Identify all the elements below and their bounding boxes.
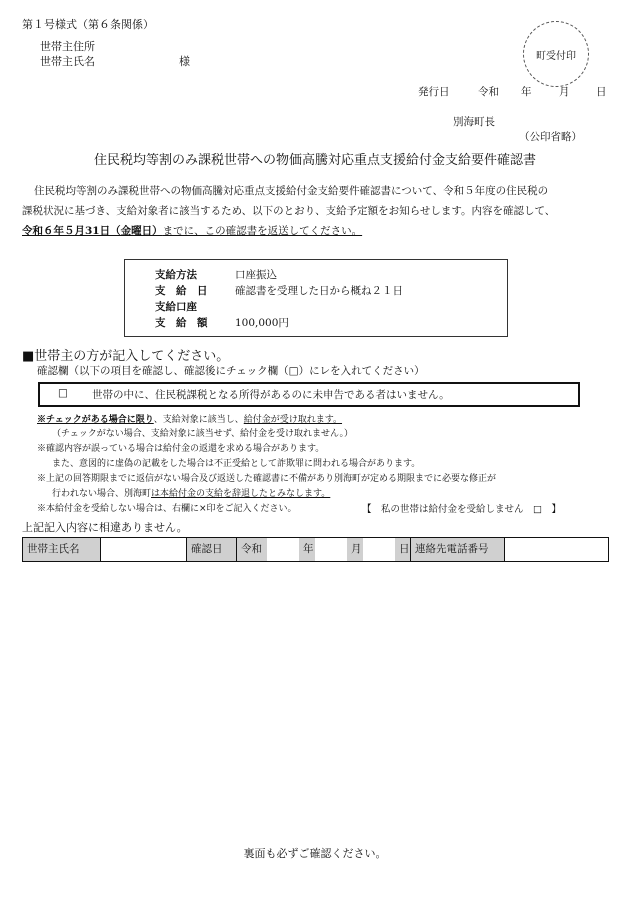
note-3: ※確認内容が誤っている場合は給付金の返還を求める場合があります。 — [37, 444, 325, 454]
payment-amount-label: 支 給 額 — [155, 317, 208, 329]
sign-date-era: 令和 — [237, 538, 267, 561]
issue-month: 月 — [559, 86, 570, 98]
issuer: 別海町長 — [453, 116, 495, 128]
intro-line-1: 住民税均等割のみ課税世帯への物価高騰対応重点支援給付金支給要件確認書について、令和５年度の住民税の — [34, 185, 549, 197]
seal-note: （公印省略） — [519, 131, 582, 143]
issue-era: 令和 — [478, 86, 499, 98]
payment-account-label: 支給口座 — [155, 301, 197, 313]
note-5: ※上記の回答期限までに返信がない場合及び返送した確認書に不備があり別海町が定める期限までに必要な修正が — [37, 474, 497, 484]
sign-name-label: 世帯主氏名 — [23, 538, 101, 561]
note-6-underline: は本給付金の支給を辞退したとみなします。 — [151, 489, 331, 499]
payment-account-row — [155, 299, 235, 314]
issue-date-label: 発行日 — [418, 86, 450, 98]
sign-phone-label: 連絡先電話番号 — [411, 538, 505, 561]
payment-method-label: 支給方法 — [155, 269, 197, 281]
document-title: 住民税均等割のみ課税世帯への物価高騰対応重点支援給付金支給要件確認書 — [93, 153, 536, 168]
sign-date-year-unit: 年 — [299, 538, 315, 561]
stamp-label: 町受付印 — [536, 50, 576, 62]
payment-method-value: 口座振込 — [235, 269, 277, 281]
sign-date-day-field[interactable] — [363, 538, 395, 561]
sign-name-field[interactable] — [101, 538, 187, 561]
sign-date-month-field[interactable] — [315, 538, 347, 561]
note-1 — [37, 412, 342, 425]
payment-date-row — [155, 283, 403, 298]
payment-date-label: 支 給 日 — [155, 285, 208, 297]
confirm-statement: 上記記入内容に相違ありません。 — [22, 521, 188, 534]
note-7: ※本給付金を受給しない場合は、右欄に×印をご記入ください。 — [37, 504, 297, 514]
sign-date-day-unit: 日 — [395, 538, 411, 561]
signature-table — [22, 537, 609, 562]
sign-date-month-unit: 月 — [347, 538, 363, 561]
footer-note: 裏面も必ずご確認ください。 — [243, 847, 387, 860]
confirm-note: 確認欄（以下の項目を確認し、確認後にチェック欄（□）にレを入れてください） — [37, 365, 425, 377]
issue-day: 日 — [596, 86, 607, 98]
sign-date-label: 確認日 — [187, 538, 237, 561]
deadline-date: 令和６年５月31日（金曜日） — [22, 225, 163, 237]
note-2: （チェックがない場合、支給対象に該当せず、給付金を受け取れません。） — [52, 429, 354, 439]
payment-info-box — [124, 259, 508, 337]
sign-phone-field[interactable] — [505, 538, 604, 561]
honorific: 様 — [179, 55, 190, 68]
confirmation-statement: 世帯の中に、住民税課税となる所得があるのに未申告である者はいません。 — [92, 389, 450, 401]
intro-deadline — [22, 221, 612, 241]
note-4: また、意図的に虚偽の記載をした場合は不正受給として詐欺罪に問われる場合があります。 — [52, 459, 421, 469]
payment-amount-row — [155, 315, 289, 330]
form-number: 第１号様式（第６条関係） — [22, 18, 154, 31]
decline-checkbox-field[interactable]: 【 私の世帯は給付金を受給しません □ 】 — [362, 504, 561, 515]
reception-stamp — [523, 21, 589, 87]
payment-date-value: 確認書を受理した日から概ね２１日 — [235, 285, 403, 297]
address-label: 世帯主住所 — [40, 40, 95, 53]
payment-method-row — [155, 267, 277, 282]
note-1-mid: 、支給対象に該当し、 — [153, 415, 244, 425]
note-1-end: 給付金が受け取れます。 — [243, 415, 343, 425]
issue-year: 年 — [521, 86, 532, 98]
sign-date-year-field[interactable] — [267, 538, 299, 561]
note-1-bold: ※チェックがある場合に限り — [37, 415, 154, 425]
name-label: 世帯主氏名 — [40, 55, 95, 68]
section-title: ■世帯主の方が記入してください。 — [22, 349, 230, 364]
note-6 — [52, 486, 330, 499]
confirmation-checkbox[interactable]: □ — [58, 387, 68, 399]
deadline-text: までに、この確認書を返送してください。 — [162, 225, 363, 237]
payment-amount-value: 100,000円 — [235, 317, 289, 329]
confirmation-check-box — [38, 382, 580, 407]
intro-line-2: 課税状況に基づき、支給対象者に該当するため、以下のとおり、支給予定額をお知らせします。内容を確認して、 — [22, 205, 556, 217]
note-6-pre: 行われない場合、別海町 — [52, 489, 152, 499]
